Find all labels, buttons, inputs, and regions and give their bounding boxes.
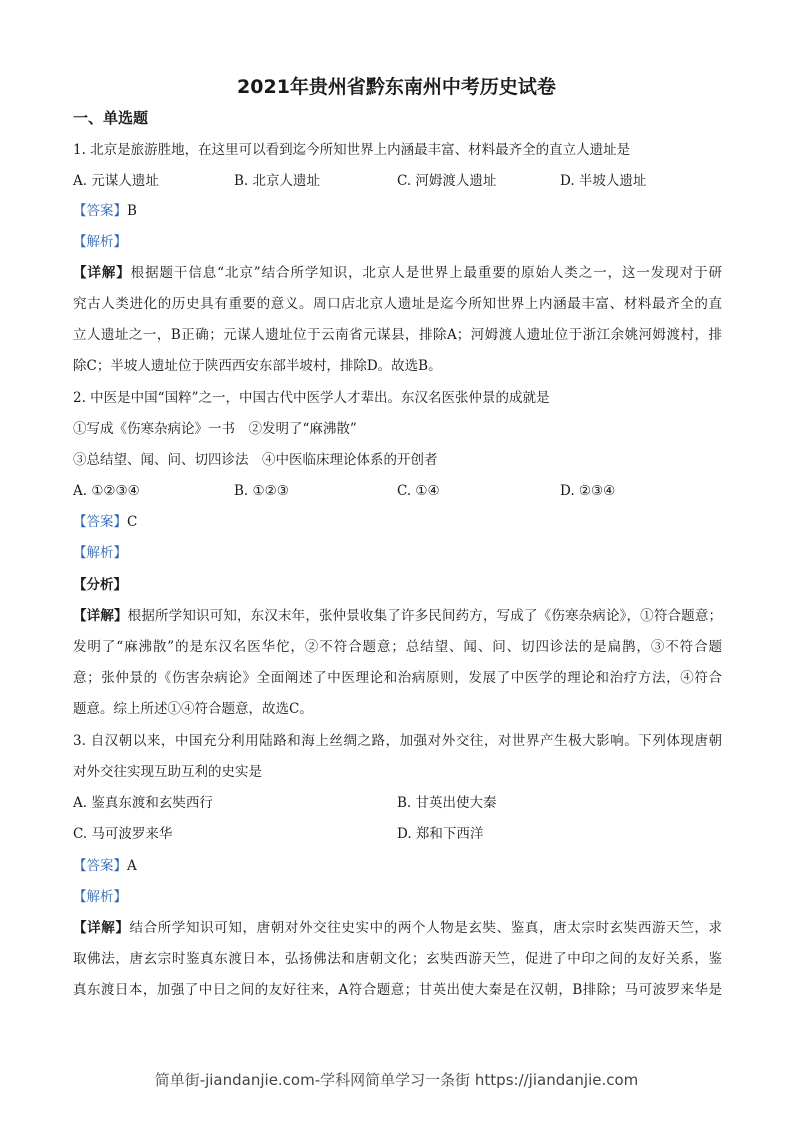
q2-detail-line: 意；张仲景的《伤害杂病论》全面阐述了中医理论和治病原则，发展了中医学的理论和治疗方法，④符合: [73, 670, 722, 686]
q2-answer-value: C: [127, 514, 138, 530]
q2-option-c: C. ①④: [397, 483, 440, 499]
q3-stem-line: 对外交往实现互助互利的史实是: [73, 764, 262, 780]
q2-option-d: D. ②③④: [560, 483, 616, 499]
q3-stem-line: 3. 自汉朝以来，中国充分利用陆路和海上丝绸之路，加强对外交往，对世界产生极大影响。下列体现唐朝: [73, 733, 722, 749]
q3-detail-line: 【详解】结合所学知识可知，唐朝对外交往史实中的两个人物是玄奘、鉴真，唐太宗时玄奘西游天竺，求: [73, 920, 723, 936]
q2-stem: 2. 中医是中国“国粹”之一，中国古代中医学人才辈出。东汉名医张仲景的成就是: [73, 390, 550, 406]
q3-answer: [73, 856, 137, 876]
q2-option-b: B. ①②③: [234, 483, 289, 499]
answer-label: 【答案】: [73, 203, 127, 219]
page-title: 2021年贵州省黔东南州中考历史试卷: [237, 76, 556, 98]
q1-detail-line: 【详解】根据题干信息“北京”结合所学知识，北京人是世界上最重要的原始人类之一，这一发现对于研: [73, 265, 723, 281]
q1-analysis-label: 【解析】: [73, 234, 127, 250]
q2-option-a: A. ①②③④: [73, 483, 140, 499]
q1-option-c: C. 河姆渡人遗址: [397, 173, 497, 189]
q3-detail-line: 取佛法，唐玄宗时鉴真东渡日本，弘扬佛法和唐朝文化；玄奘西游天竺，促进了中印之间的友好关系，鉴: [73, 951, 722, 967]
q1-stem: 1. 北京是旅游胜地，在这里可以看到迄今所知世界上内涵最丰富、材料最齐全的直立人遗址是: [73, 142, 631, 158]
q1-answer-value: B: [127, 203, 137, 219]
q1-detail-line: 除C；半坡人遗址位于陕西西安东部半坡村，排除D。故选B。: [73, 358, 442, 374]
q2-answer: [73, 512, 137, 532]
q3-answer-value: A: [127, 858, 137, 874]
detail-label: 【详解】: [73, 608, 128, 624]
q1-answer: [73, 201, 137, 221]
q3-option-b: B. 甘英出使大秦: [397, 795, 497, 811]
q2-item-line: ③总结望、闻、问、切四诊法 ④中医临床理论体系的开创者: [73, 452, 438, 468]
q1-detail-line: 究古人类进化的历史具有重要的意义。周口店北京人遗址是迄今所知世界上内涵最丰富、材料最齐全的直: [73, 296, 722, 312]
q3-detail-line: 真东渡日本，加强了中日之间的友好往来，A符合题意；甘英出使大秦是在汉朝，B排除；马可波罗来华是: [73, 982, 722, 998]
q2-analysis-label: 【解析】: [73, 545, 127, 561]
page-footer: 简单街-jiandanjie.com-学科网简单学习一条街 https://jiandanjie.com: [154, 1071, 639, 1089]
q2-detail-line: 发明了“麻沸散”的是东汉名医华佗，②不符合题意；总结望、闻、问、切四诊法的是扁鹊，③不符合题: [73, 639, 722, 655]
q2-item-line: ①写成《伤寒杂病论》一书 ②发明了“麻沸散”: [73, 421, 357, 437]
answer-label: 【答案】: [73, 514, 127, 530]
answer-label: 【答案】: [73, 858, 127, 874]
q3-option-c: C. 马可波罗来华: [73, 826, 173, 842]
detail-label: 【详解】: [73, 265, 131, 281]
q3-option-d: D. 郑和下西洋: [397, 826, 484, 842]
q2-detail-line: 题意。综上所述①④符合题意，故选C。: [73, 701, 313, 717]
q3-analysis-label: 【解析】: [73, 889, 127, 905]
detail-label: 【详解】: [73, 920, 130, 936]
q3-option-a: A. 鉴真东渡和玄奘西行: [73, 795, 213, 811]
q1-detail-line: 立人遗址之一，B正确；元谋人遗址位于云南省元谋县，排除A；河姆渡人遗址位于浙江余姚河姆渡村，排: [73, 327, 722, 343]
q1-option-a: A. 元谋人遗址: [73, 173, 159, 189]
section-heading: 一、单选题: [73, 109, 149, 127]
q1-option-b: B. 北京人遗址: [234, 173, 321, 189]
q2-fenxi-label: 【分析】: [73, 577, 127, 593]
q1-option-d: D. 半坡人遗址: [560, 173, 647, 189]
q2-detail-line: 【详解】根据所学知识可知，东汉末年，张仲景收集了许多民间药方，写成了《伤寒杂病论》，①符合题意；: [73, 608, 723, 624]
